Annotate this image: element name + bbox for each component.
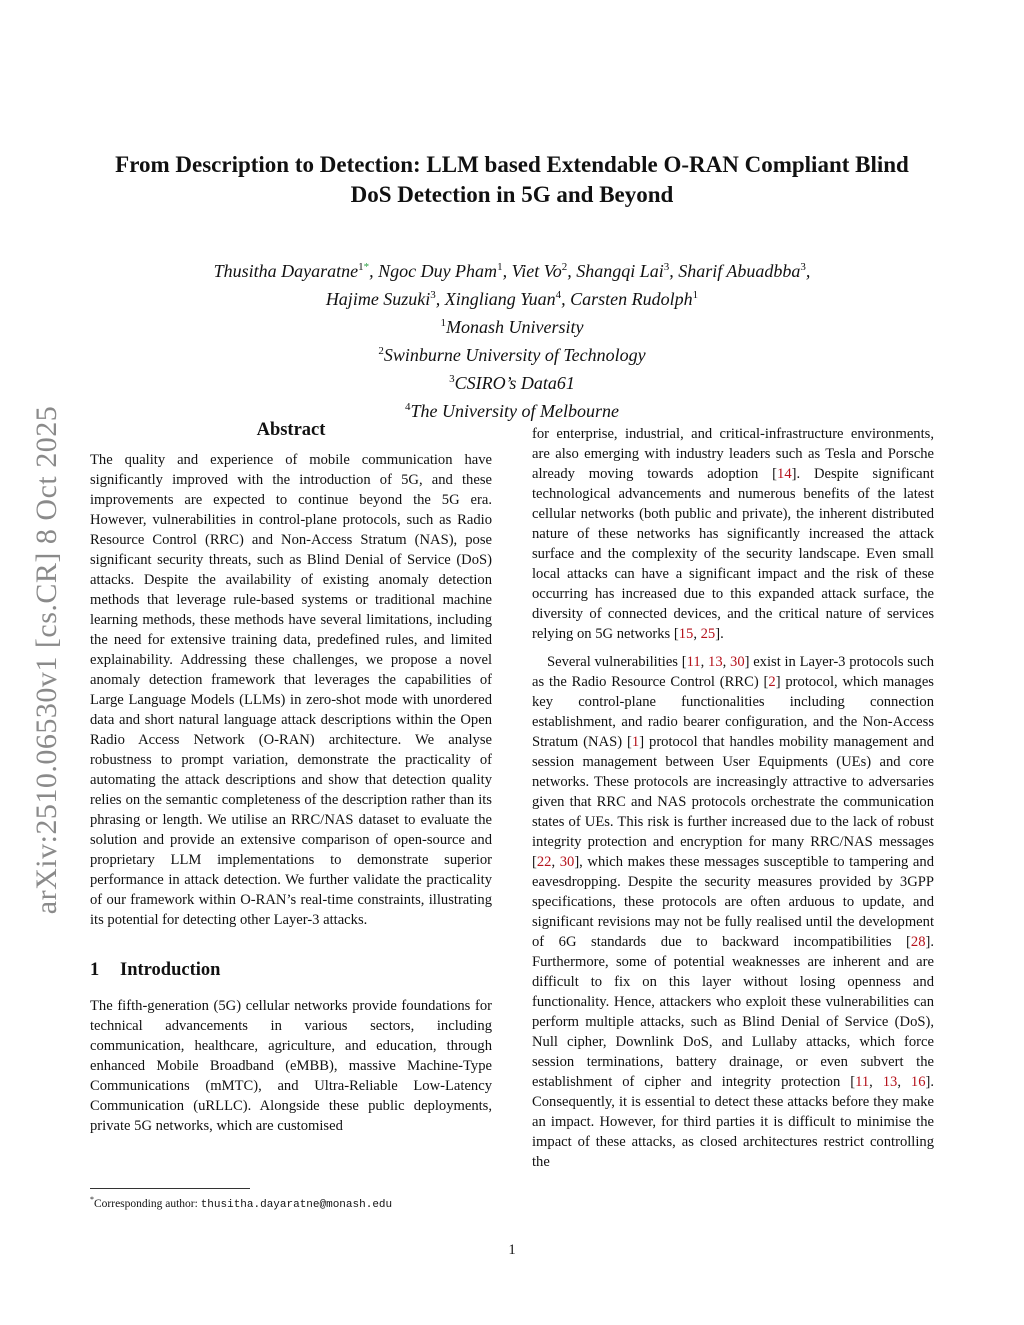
author-affiliation-mark: 2 (561, 261, 568, 273)
arxiv-identifier-stamp (20, 380, 74, 940)
citation-link[interactable]: 25 (700, 626, 716, 642)
affiliation-mark: 1 (440, 317, 446, 329)
affiliation-mark: 4 (405, 401, 411, 413)
paper-title-line-1: From Description to Detection: LLM based Extendable O-RAN Compliant Blind (115, 152, 909, 177)
author-line-2 (100, 283, 924, 311)
author-line-1 (100, 255, 924, 283)
citation-link[interactable]: 15 (678, 626, 694, 642)
section-title: Introduction (120, 960, 221, 980)
author-block (100, 255, 924, 423)
citation-link[interactable]: 1 (631, 734, 640, 750)
author-affiliation-mark: 1 (692, 289, 699, 301)
arxiv-identifier-text: arXiv:2510.06530v1 [cs.CR] 8 Oct 2025 (30, 405, 64, 915)
citation-link[interactable]: 30 (730, 654, 745, 670)
introduction-paragraph-1-continued: for enterprise, industrial, and critical-infrastructure environments, are also emerging with industry leaders such as Tesla and Porsche already moving towards adoption [14]. Despite significant technological advancements and numerous benefits of the latest cellular networks (both public and private), the inherent distributed nature of these networks has significantly increased the attack surface and the complexity of the security landscape. Even small local attacks can have a significant impact and the risk of these occurring has increased due to this expanded attack surface, the diversity of connected devices, and the critical nature of services relying on 5G networks [15, 25]. (532, 426, 934, 642)
affiliation-line (100, 367, 924, 395)
author-name: Carsten Rudolph (570, 289, 693, 309)
affiliation-name: CSIRO’s Data61 (454, 373, 575, 393)
author-affiliation-mark: 3 (430, 289, 436, 301)
author-name: Xingliang Yuan (444, 289, 556, 309)
section-number: 1 (90, 960, 100, 980)
author-affiliation-mark: 1 (358, 261, 364, 273)
author-name: Shangqi Lai (576, 261, 664, 281)
author-name: Viet Vo (511, 261, 562, 281)
citation-link[interactable]: 16 (910, 1074, 926, 1090)
author-name: Thusitha Dayaratne (213, 261, 359, 281)
citation-link[interactable]: 13 (708, 654, 723, 670)
paper-title (60, 150, 964, 210)
affiliation-line (100, 311, 924, 339)
author-separator: , (567, 261, 572, 281)
author-separator: , (369, 261, 374, 281)
citation-link[interactable]: 14 (777, 466, 792, 482)
paper-title-line-2: DoS Detection in 5G and Beyond (350, 182, 674, 207)
section-heading-introduction (90, 958, 492, 982)
affiliation-name: Monash University (446, 317, 584, 337)
affiliation-name: Swinburne University of Technology (383, 345, 646, 365)
author-affiliation-mark: 4 (555, 289, 562, 301)
footnote-marker: * (90, 1195, 94, 1204)
affiliation-mark: 2 (378, 345, 384, 357)
author-separator: , (669, 261, 674, 281)
left-column (90, 418, 492, 1136)
citation-link[interactable]: 11 (686, 654, 701, 670)
author-separator: , (502, 261, 508, 281)
affiliation-mark: 3 (449, 373, 455, 385)
introduction-paragraph-2: Several vulnerabilities [11, 13, 30] exist in Layer-3 protocols such as the Radio Resource Control (RRC) [2] protocol, which manages key control-plane functionalities including connection establishment, and radio bearer configuration, and the Non-Access Stratum (NAS) [1] protocol that handles mobility management and session management between User Equipments (UEs) and core networks. These protocols are increasingly attractive to adversaries given that RRC and NAS protocols orchestrate the communication states of UEs. This risk is further increased due to the lack of robust integrity protection and encryption for many RRC/NAS messages [22, 30], which makes these messages susceptible to tampering and eavesdropping. Despite the security measures provided by 3GPP specifications, these protocols are often arduous to update, and significant revisions may not be fully realised until the development of 6G standards due to backward incompatibilities [28]. Furthermore, some of potential weaknesses are inherent and are difficult to fix on this layer without losing openness and functionality. Hence, attackers who exploit these vulnerabilities can perform multiple attacks, such as Blind Denial of Service (DoS), Null cipher, Downlink DoS, and Lullaby attacks, which force session terminations, battery drainage, or even subvert the establishment of cipher and integrity protection [11, 13, 16]. Consequently, it is essential to detect these attacks before they make an impact. However, for third parties it is difficult to minimise the impact of these attacks, as closed architectures restrict controlling the (532, 654, 935, 1170)
citation-link[interactable]: 2 (768, 674, 776, 690)
author-affiliation-mark: 1 (497, 261, 503, 273)
abstract-heading: Abstract (256, 420, 326, 440)
author-affiliation-mark: 3 (663, 261, 670, 273)
citation-link[interactable]: 22 (536, 854, 552, 870)
author-separator: , (805, 261, 811, 281)
affiliation-line (100, 339, 924, 367)
corresponding-author-footnote (90, 1192, 392, 1213)
footnote-label: Corresponding author: (94, 1197, 201, 1210)
citation-link[interactable]: 30 (559, 854, 575, 870)
footnote-divider (90, 1188, 250, 1189)
author-separator: , (561, 289, 566, 309)
corresponding-author-email[interactable]: thusitha.dayaratne@monash.edu (200, 1198, 393, 1211)
citation-link[interactable]: 28 (910, 934, 926, 950)
page-number: 1 (508, 1242, 516, 1258)
author-name: Ngoc Duy Pham (378, 261, 498, 281)
corresponding-author-mark[interactable]: * (363, 261, 370, 273)
right-column (532, 424, 934, 1172)
affiliation-name: The University of Melbourne (410, 401, 619, 421)
citation-link[interactable]: 13 (882, 1074, 898, 1090)
abstract-text: The quality and experience of mobile communication have significantly improved with the introduction of 5G, and these improvements are expected to continue beyond the 5G era. However, vulnerabilities in control-plane protocols, such as Radio Resource Control (RRC) and Non-Access Stratum (NAS), pose significant security threats, such as Blind Denial of Service (DoS) attacks. Despite the availability of existing anomaly detection methods that leverage rule-based systems or traditional machine learning methods, these methods have several limitations, including the need for extensive training data, predefined rules, and limited explainability. Addressing these challenges, we propose a novel anomaly detection framework that leverages the capabilities of Large Language Models (LLMs) in zero-shot mode with unordered data and short natural language attack descriptions within the Open Radio Access Network (O-RAN) architecture. We analyse robustness to prompt variation, demonstrate the practicality of automating the attack descriptions and show that detection quality relies on the semantic completeness of the description rather than its phrasing or length. We utilise an RRC/NAS dataset to evaluate the solution and provide an extensive comparison of open-source and proprietary LLM implementations to demonstrate superior performance in attack detection. We further validate the practicality of our framework within O-RAN’s real-time constraints, illustrating its potential for detecting other Layer-3 attacks. (90, 452, 492, 928)
author-name: Hajime Suzuki (325, 289, 431, 309)
author-name: Sharif Abuadbba (678, 261, 801, 281)
author-affiliation-mark: 3 (800, 261, 806, 273)
author-separator: , (435, 289, 441, 309)
introduction-paragraph-1-start: The fifth-generation (5G) cellular networks provide foundations for technical advancements in various sectors, including communication, healthcare, agriculture, and education, through enhanced Mobile Broadband (eMBB), massive Machine-Type Communications (mMTC), and Ultra-Reliable Low-Latency Communication (uRLLC). Alongside these public deployments, private 5G networks, which are customised (90, 998, 492, 1134)
citation-link[interactable]: 11 (855, 1074, 870, 1090)
